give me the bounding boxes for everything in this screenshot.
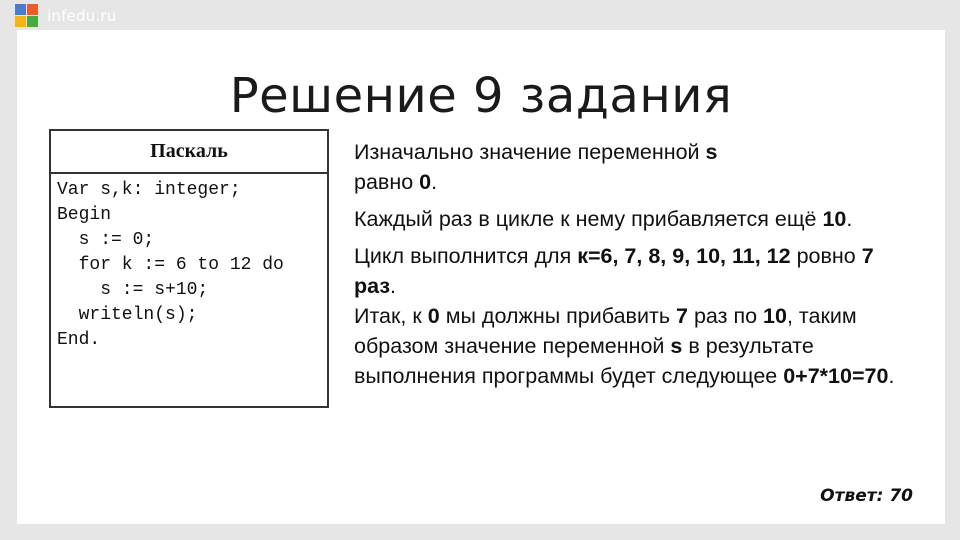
logo-square-orange [27,4,38,15]
code-table-header: Паскаль [51,131,327,174]
logo-text: infedu.ru [47,7,117,25]
paragraph-result: Итак, к 0 мы должны прибавить 7 раз по 10, таким образом значение переменной s в результате выполнения программы будет следующее 0+7*10=70. [354,304,895,388]
logo-square-yellow [15,16,26,27]
paragraph-loop-increment: Каждый раз в цикле к нему прибавляется ещё 10. [354,207,853,231]
answer: Ответ: 70 [820,486,913,506]
code-listing [51,174,327,353]
logo-square-green [27,16,38,27]
code-line: for k := 6 to 12 do [57,255,284,275]
logo-square-blue [15,4,26,15]
paragraph-initial-value: Изначально значение переменной s равно 0. [354,140,718,194]
slide-title: Решение 9 задания [229,68,733,124]
explanation-text [354,137,909,391]
code-table [49,129,329,408]
site-logo[interactable] [15,4,116,28]
code-line: Var s,k: integer; [57,180,241,200]
code-line: s := s+10; [57,280,209,300]
code-line: End. [57,330,101,350]
paragraph-loop-count: Цикл выполнится для к=6, 7, 8, 9, 10, 11, 12 ровно 7 раз. [354,244,874,298]
code-line: Begin [57,205,112,225]
code-line: writeln(s); [57,305,198,325]
code-line: s := 0; [57,230,155,250]
logo-mark-icon [15,4,43,28]
